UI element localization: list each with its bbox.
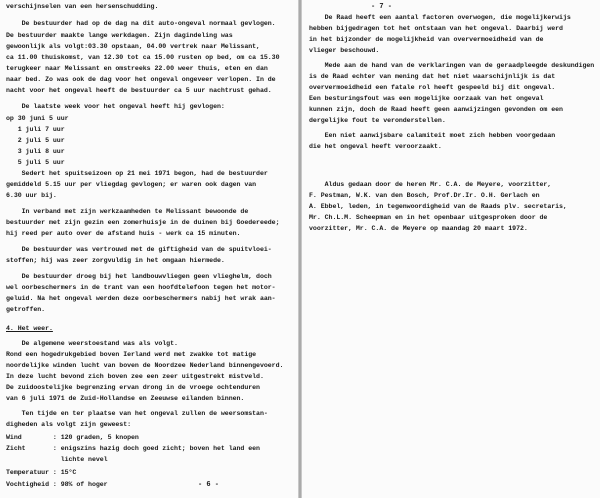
weather-humidity: Vochtigheid : 98% of hoger (6, 481, 108, 488)
text-line: naar bed. Zo was ook de dag voor het ongeval ongeveer verlopen. In de (6, 76, 276, 83)
text-line: Rond een hogedrukgebied boven Ierland werd met zwakke tot matige (6, 351, 257, 358)
text-line: gewoonlijk als volgt:03.30 opstaan, 04.00 vertrek naar Melissant, (6, 43, 260, 50)
text-line: getroffen. (6, 306, 46, 313)
left-page (0, 0, 297, 498)
right-page (303, 0, 600, 498)
text-line: Mede aan de hand van de verklaringen van de geraadpleegde deskundigen (309, 62, 595, 69)
text-line: ca 11.00 thuiskomst, van 12.30 tot ca 15.00 rusten op bed, om ca 15.30 (6, 54, 280, 61)
text-line: 6.30 uur bij. (6, 192, 57, 199)
text-line: In deze lucht bevond zich boven zee een zeer uitgestrekt mistveld. (6, 373, 264, 380)
flight-hours-line: 5 juli 5 uur (6, 159, 65, 166)
text-line: noordelijke winden lucht van boven de Noordzee Nederland binnengevoerd. (6, 362, 284, 369)
text-line: De Raad heeft een aantal factoren overwogen, die mogelijkerwijs (309, 14, 571, 21)
flight-hours-line: 1 juli 7 uur (6, 126, 65, 133)
text-line: Ten tijde en ter plaatse van het ongeval zullen de weersomstan- (6, 410, 268, 417)
text-line: De bestuurder maakte lange werkdagen. Zijn dagindeling was (6, 32, 233, 39)
text-line: stoffen; hij was zeer zorgvuldig in het omgaan hiermede. (6, 257, 225, 264)
text-line: bestuurder met zijn gezin een zomerhuisje in de duinen bij Goedereede; (6, 219, 280, 226)
page-number: - 7 - (371, 3, 393, 11)
page-number: - 6 - (198, 481, 220, 489)
text-line: hebben bijgedragen tot het ontstaan van het ongeval. Daarbij werd (309, 25, 563, 32)
text-line: in het bijzonder de mogelijkheid van oververmoeidheid van de (309, 36, 544, 43)
text-line: geluid. Na het ongeval werden deze oorbeschermers nabij het wrak aan- (6, 295, 276, 302)
text-line: kunnen zijn, doch de Raad heeft geen aanwijzingen gevonden om een (309, 106, 563, 113)
text-line: oververmoeidheid een fatale rol heeft gespeeld bij dit ongeval. (309, 84, 556, 91)
section-heading-weather: 4. Het weer. (6, 325, 53, 332)
signature-line: F. Pestman, W.K. van den Bosch, Prof.Dr.Ir. O.H. Gerlach en (309, 192, 540, 199)
text-line: dergelijke fout te veronderstellen. (309, 117, 446, 124)
text-line: hij reed per auto over de afstand huis - werk ca 15 minuten. (6, 230, 241, 237)
text-line: De zuidoostelijke begrenzing ervan drong in de vroege ochtenduren (6, 384, 260, 391)
text-line: Sedert het spuitseizoen op 21 mei 1971 begon, had de bestuurder (6, 170, 268, 177)
flight-hours-line: 3 juli 8 uur (6, 148, 65, 155)
weather-wind: Wind : 120 graden, 5 knopen (6, 434, 139, 441)
text-line: De bestuurder was vertrouwd met de giftigheid van de spuitvloei- (6, 246, 272, 253)
signature-line: Aldus gedaan door de heren Mr. C.A. de Meyere, voorzitter, (309, 181, 552, 188)
text-line: terugkeer naar Melissant en omstreeks 22.00 weer thuis, eten en dan (6, 65, 268, 72)
signature-line: A. Ebbel, leden, in tegenwoordigheid van de Raads plv. secretaris, (309, 203, 567, 210)
text-line: verschijnselen van een hersenschudding. (6, 3, 159, 10)
text-line: gemiddeld 5.15 uur per vliegdag gevlogen; er waren ook dagen van (6, 181, 257, 188)
text-line: In verband met zijn werkzaamheden te Melissant bewoonde de (6, 208, 249, 215)
weather-temperature: Temperatuur : 15°C (6, 469, 77, 476)
text-line: van 6 juli 1971 de Zuid-Hollandse en Zeeuwse eilanden binnen. (6, 395, 245, 402)
text-line: nacht voor het ongeval heeft de bestuurder ca 5 uur nachtrust gehad. (6, 87, 272, 94)
weather-visibility: Zicht : enigszins hazig doch goed zicht; boven het land een (6, 445, 260, 452)
signature-line: voorzitter, Mr. C.A. de Meyere op maandag 20 maart 1972. (309, 225, 528, 232)
text-line: digheden als volgt zijn geweest: (6, 421, 132, 428)
flight-hours-line: 2 juli 5 uur (6, 137, 65, 144)
text-line: vlieger beschouwd. (309, 47, 380, 54)
text-line: De laatste week voor het ongeval heeft hij gevlogen: (6, 103, 225, 110)
text-line: is de Raad echter van mening dat het niet waarschijnlijk is dat (309, 73, 556, 80)
weather-visibility-cont: lichte nevel (6, 456, 108, 463)
text-line: Een niet aanwijsbare calamiteit moet zich hebben voorgedaan (309, 132, 556, 139)
text-line: die het ongeval heeft veroorzaakt. (309, 143, 442, 150)
text-line: De bestuurder had op de dag na dit auto-ongeval normaal gevlogen. (6, 20, 276, 27)
text-line: wel oorbeschermers in de trant van een hoofdtelefoon tegen het motor- (6, 284, 276, 291)
text-line: De bestuurder droeg bij het landbouwvliegen geen vlieghelm, doch (6, 273, 272, 280)
text-line: Een besturingsfout was een mogelijke oorzaak van het ongeval (309, 95, 544, 102)
text-line: De algemene weerstoestand was als volgt. (6, 340, 178, 347)
page-gutter (298, 0, 302, 498)
signature-line: Mr. Ch.L.M. Scheepman en in het openbaar uitgesproken door de (309, 214, 548, 221)
flight-hours-line: op 30 juni 5 uur (6, 115, 69, 122)
